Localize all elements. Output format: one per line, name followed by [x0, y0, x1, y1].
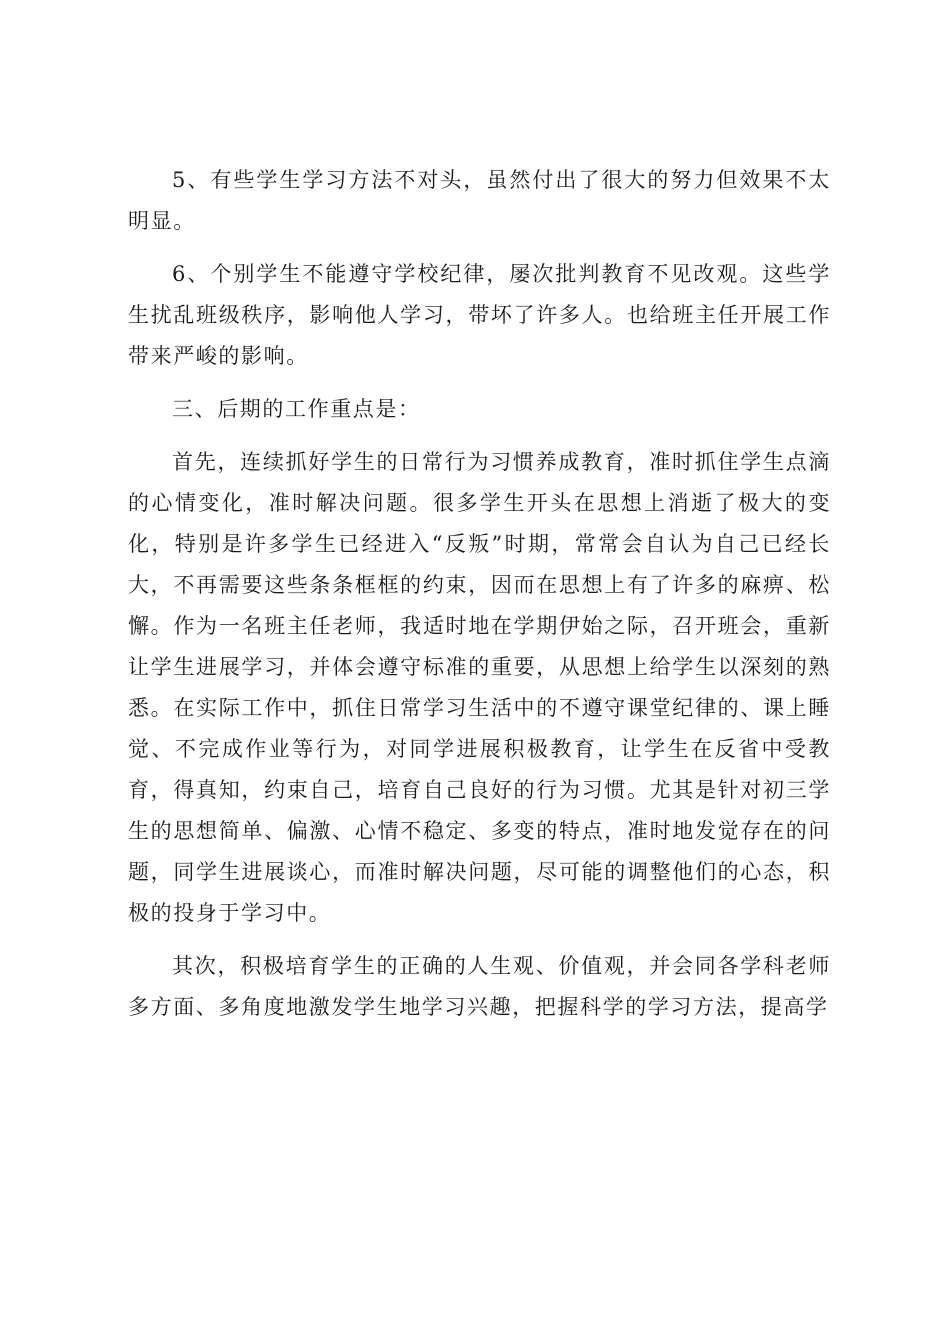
- paragraph-item-5: 5、有些学生学习方法不对头，虽然付出了很大的努力但效果不太明显。: [128, 168, 831, 233]
- document-body: [128, 160, 831, 1040]
- paragraph-first: 首先，连续抓好学生的日常行为习惯养成教育，准时抓住学生点滴的心情变化，准时解决问题。很多学生开头在思想上消逝了极大的变化，特别是许多学生已经进入“反叛”时期，常常会自认为自己已经长大，不再需要这些条条框框的约束，因而在思想上有了许多的麻痹、松懈。作为一名班主任老师，我适时地在学期伊始之际，召开班会，重新让学生进展学习，并体会遵守标准的重要，从思想上给学生以深刻的熟悉。在实际工作中，抓住日常学习生活中的不遵守课堂纪律的、课上睡觉、不完成作业等行为，对同学进展积极教育，让学生在反省中受教育，得真知，约束自己，培育自己良好的行为习惯。尤其是针对初三学生的思想简单、偏激、心情不稳定、多变的特点，准时地发觉存在的问题，同学生进展谈心，而准时解决问题，尽可能的调整他们的心态，积极的投身于学习中。: [128, 450, 831, 925]
- paragraph-second: 其次，积极培育学生的正确的人生观、价值观，并会同各学科老师多方面、多角度地激发学生地学习兴趣，把握科学的学习方法，提高学: [128, 954, 831, 1019]
- paragraph-item-6: 6、个别学生不能遵守学校纪律，屡次批判教育不见改观。这些学生扰乱班级秩序，影响他人学习，带坏了许多人。也给班主任开展工作带来严峻的影响。: [128, 262, 831, 368]
- section-heading-3: 三、后期的工作重点是：: [172, 397, 421, 421]
